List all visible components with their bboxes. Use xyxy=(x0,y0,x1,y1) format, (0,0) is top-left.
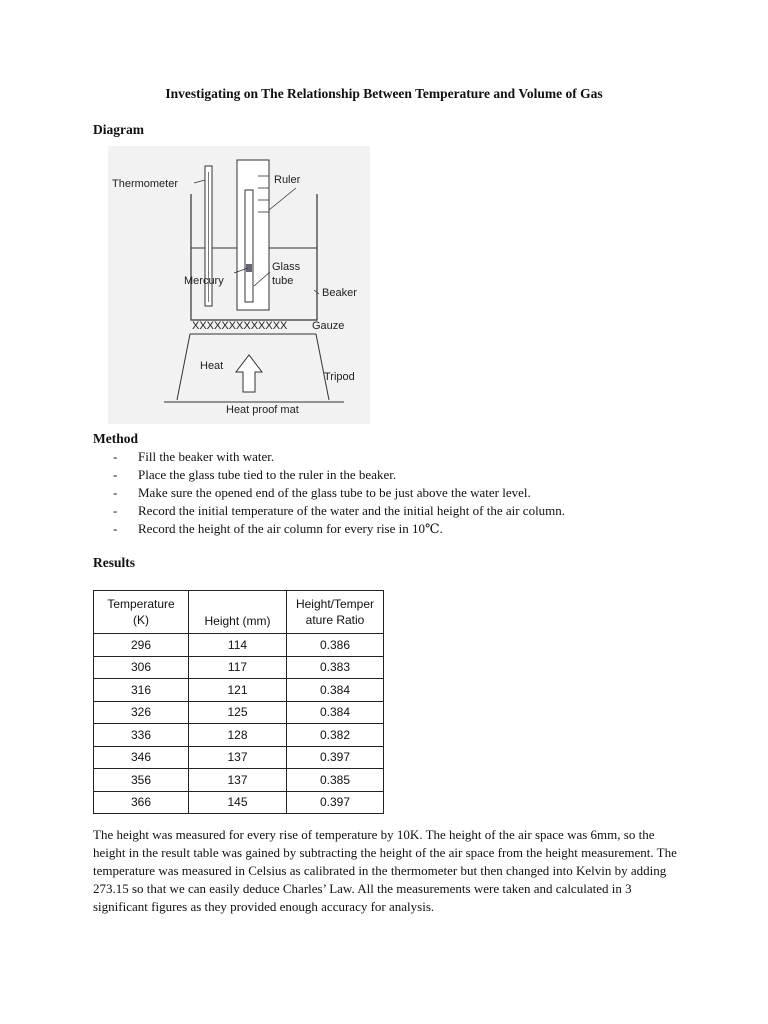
method-step: - Record the height of the air column for every rise in 10℃. xyxy=(113,521,443,536)
tripod-label: Tripod xyxy=(324,371,355,383)
method-list xyxy=(113,448,565,538)
method-heading: Method xyxy=(93,431,138,446)
header-height: Height (mm) xyxy=(189,591,287,634)
table-row: 356 137 0.385 xyxy=(94,769,384,792)
heat-label: Heat xyxy=(200,360,224,372)
table-header-row xyxy=(94,591,384,634)
beaker-label: Beaker xyxy=(322,287,357,299)
page-title: Investigating on The Relationship Between Temperature and Volume of Gas xyxy=(165,86,603,101)
table-row: 306 117 0.383 xyxy=(94,656,384,679)
thermometer-label: Thermometer xyxy=(112,178,179,190)
glass-tube-shape xyxy=(245,190,253,302)
method-step: - Make sure the opened end of the glass tube to be just above the water level. xyxy=(113,485,531,500)
method-step: - Record the initial temperature of the water and the initial height of the air column. xyxy=(113,503,566,518)
analysis-paragraph: The height was measured for every rise of temperature by 10K. The height of the air space was 6mm, so the height in the result table was gained by subtracting the height of the air space from the height measurement. The temperature was measured in Celsius as calibrated in the thermometer but then changed into Kelvin by adding 273.15 so that we can easily deduce Charles’ Law. All the measurements were taken and calculated in 3 significant figures as they provided enough accuracy for analysis. xyxy=(93,827,677,914)
table-row: 296 114 0.386 xyxy=(94,634,384,657)
method-step: - Fill the beaker with water. xyxy=(113,449,275,464)
experiment-diagram xyxy=(108,146,370,424)
table-row: 326 125 0.384 xyxy=(94,701,384,724)
gauze-marks: XXXXXXXXXXXXX xyxy=(192,320,288,332)
glass-label-line2: tube xyxy=(272,275,294,287)
mercury-label: Mercury xyxy=(184,275,224,287)
table-row: 316 121 0.384 xyxy=(94,679,384,702)
ruler-label: Ruler xyxy=(274,174,301,186)
table-row: 336 128 0.382 xyxy=(94,724,384,747)
header-temperature: Temperature (K) xyxy=(94,591,189,634)
table-row: 366 145 0.397 xyxy=(94,791,384,814)
results-heading: Results xyxy=(93,555,136,570)
gauze-label: Gauze xyxy=(312,320,345,332)
results-table xyxy=(93,590,384,814)
table-row: 346 137 0.397 xyxy=(94,746,384,769)
glass-label-line1: Glass xyxy=(272,261,301,273)
method-step: - Place the glass tube tied to the ruler in the beaker. xyxy=(113,467,397,482)
diagram-heading: Diagram xyxy=(93,122,144,137)
header-ratio: Height/Temper ature Ratio xyxy=(287,591,384,634)
mat-label: Heat proof mat xyxy=(226,404,299,416)
